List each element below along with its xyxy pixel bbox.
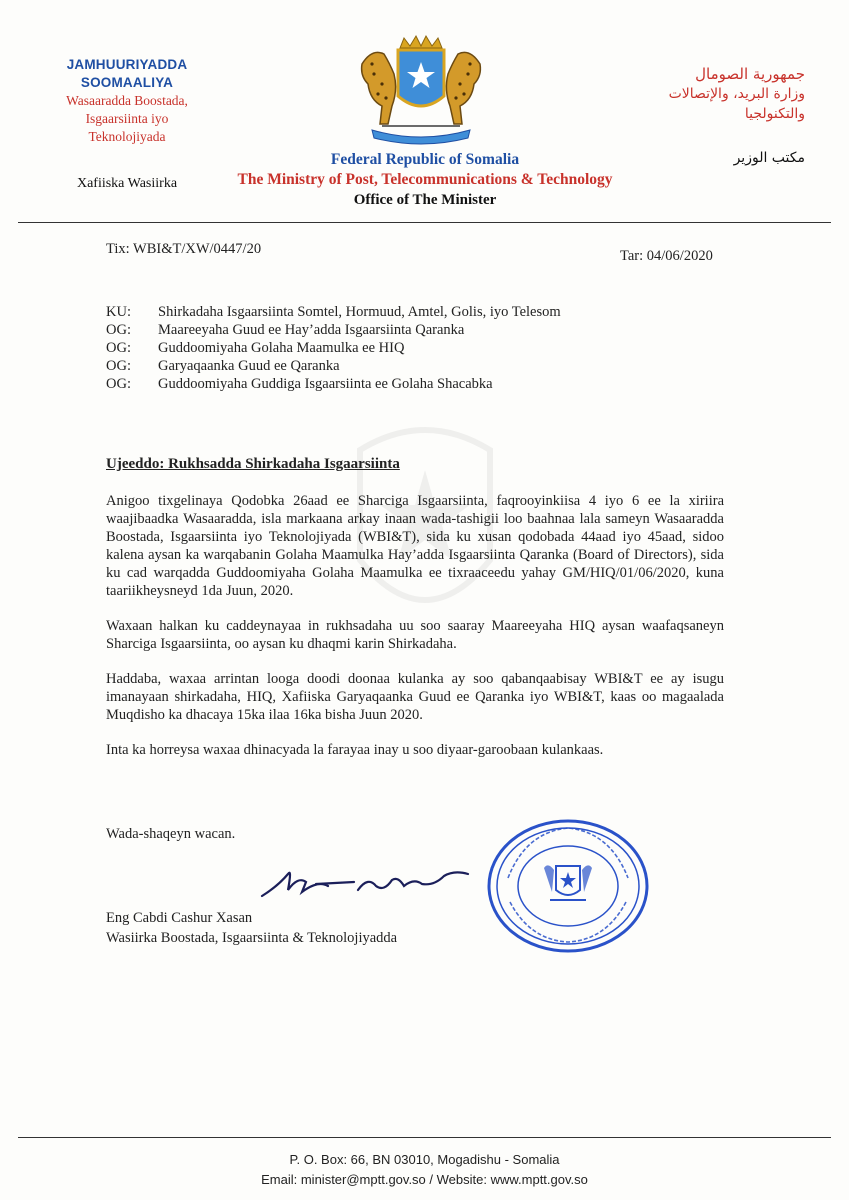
header-republic: Federal Republic of Somalia: [330, 151, 520, 168]
signer-name: Eng Cabdi Cashur Xasan: [106, 910, 253, 926]
header-right-republic: جمهورية الصومال: [695, 65, 805, 83]
header-left: [44, 56, 210, 192]
signer-title: Wasiirka Boostada, Isgaarsiinta & Teknolojiyadda: [106, 930, 398, 946]
header-office: Office of The Minister: [353, 192, 497, 208]
recipient-text: Maareeyaha Guud ee Hay’adda Isgaarsiinta Qaranka: [158, 322, 465, 338]
footer-address: P. O. Box: 66, BN 03010, Mogadishu - Somalia: [289, 1152, 560, 1167]
letter-body: [106, 492, 724, 776]
body-paragraph: Haddaba, waxaa arrintan looga doodi doonaa kulanka ay soo qabanqaabisay WBI&T ee ay isugu imanayaan shirkadaha, HIQ, Xafiiska Garyaqaanka Guud ee Qaranka iyo WBI&T, kaas oo magaalada Muqdisho ka dhacaya 15ka ilaa 16ka bisha Juun 2020.: [106, 671, 724, 723]
recipient-row: [106, 339, 561, 357]
coat-of-arms-icon: [352, 34, 490, 146]
recipient-code: OG:: [106, 322, 131, 338]
signature-icon: [258, 856, 478, 906]
footer: [0, 1150, 849, 1190]
recipient-code: OG:: [106, 358, 131, 374]
reference-number: Tix: WBI&T/XW/0447/20: [106, 241, 262, 257]
footer-contact: Email: minister@mptt.gov.so / Website: www.mptt.gov.so: [261, 1172, 588, 1187]
header-right-ministry-1: وزارة البريد، والإتصالات: [668, 86, 805, 102]
closing-line: Wada-shaqeyn wacan.: [106, 826, 236, 842]
header-right-ministry-2: والتكنولجيا: [744, 106, 805, 122]
letter-date: Tar: 04/06/2020: [620, 248, 713, 264]
recipient-text: Garyaqaanka Guud ee Qaranka: [158, 358, 340, 374]
header-ministry: The Ministry of Post, Telecommunications & Technology: [237, 171, 613, 188]
recipient-code: KU:: [106, 304, 131, 320]
recipient-text: Guddoomiyaha Golaha Maamulka ee HIQ: [158, 340, 405, 356]
recipient-row: [106, 321, 561, 339]
footer-divider: [18, 1137, 831, 1138]
signer-block: [106, 908, 397, 948]
header-center: [190, 150, 660, 211]
header-right: [605, 64, 805, 166]
official-stamp-icon: [486, 818, 650, 954]
recipient-text: Shirkadaha Isgaarsiinta Somtel, Hormuud, Amtel, Golis, iyo Telesom: [158, 304, 561, 320]
header-left-ministry-2: Isgaarsiinta iyo: [85, 111, 169, 126]
header-left-ministry-1: Wasaaradda Boostada,: [66, 93, 188, 108]
recipient-row: [106, 303, 561, 321]
recipient-list: [106, 303, 561, 393]
header-left-ministry-3: Teknolojiyada: [88, 129, 166, 144]
recipient-code: OG:: [106, 340, 131, 356]
header-right-office: مكتب الوزير: [733, 150, 805, 166]
body-paragraph: Anigoo tixgelinaya Qodobka 26aad ee Sharciga Isgaarsiinta, faqrooyinkiisa 4 iyo 6 ee la xiriira waajibaadka Wasaaradda, isla markaana arkay inaan wada-tashigii loo baahnaa lala sameyn Wasaaradda Boostada, Isgaarsiinta iyo Teknolojiyada (WBI&T), sida ku xusan qodobada 44aad iyo 45aad, sidoo kalena aysan ka warqabanin Golaha Maamulka Hay’adda Isgaarsiinta Qaranka (Board of Directors), sida ku cad warqadda Guddoomiyaha Golaha Maamulka ee tixraaceedu yahay GM/HIQ/01/06/2020, kuna taariikheysneyd 1da Juun, 2020.: [106, 493, 724, 599]
header-left-office: Xafiiska Wasiirka: [76, 176, 178, 191]
header-left-line1: JAMHUURIYADDA: [66, 57, 188, 72]
body-paragraph: Waxaan halkan ku caddeynayaa in rukhsadaha uu soo saaray Maareeyaha HIQ aysan waafaqsaneyn Sharciga Isgaarsiinta, oo aysan ku dhaqmi karin Shirkadaha.: [106, 618, 724, 652]
recipient-code: OG:: [106, 376, 131, 392]
recipient-text: Guddoomiyaha Guddiga Isgaarsiinta ee Golaha Shacabka: [158, 376, 493, 392]
header-left-line2: SOOMAALIYA: [80, 75, 174, 90]
body-paragraph: Inta ka horreysa waxaa dhinacyada la farayaa inay u soo diyaar-garoobaan kulankaas.: [106, 742, 604, 758]
header-divider: [18, 222, 831, 223]
recipient-row: [106, 375, 561, 393]
subject-line: Ujeeddo: Rukhsadda Shirkadaha Isgaarsiinta: [106, 456, 400, 472]
recipient-row: [106, 357, 561, 375]
